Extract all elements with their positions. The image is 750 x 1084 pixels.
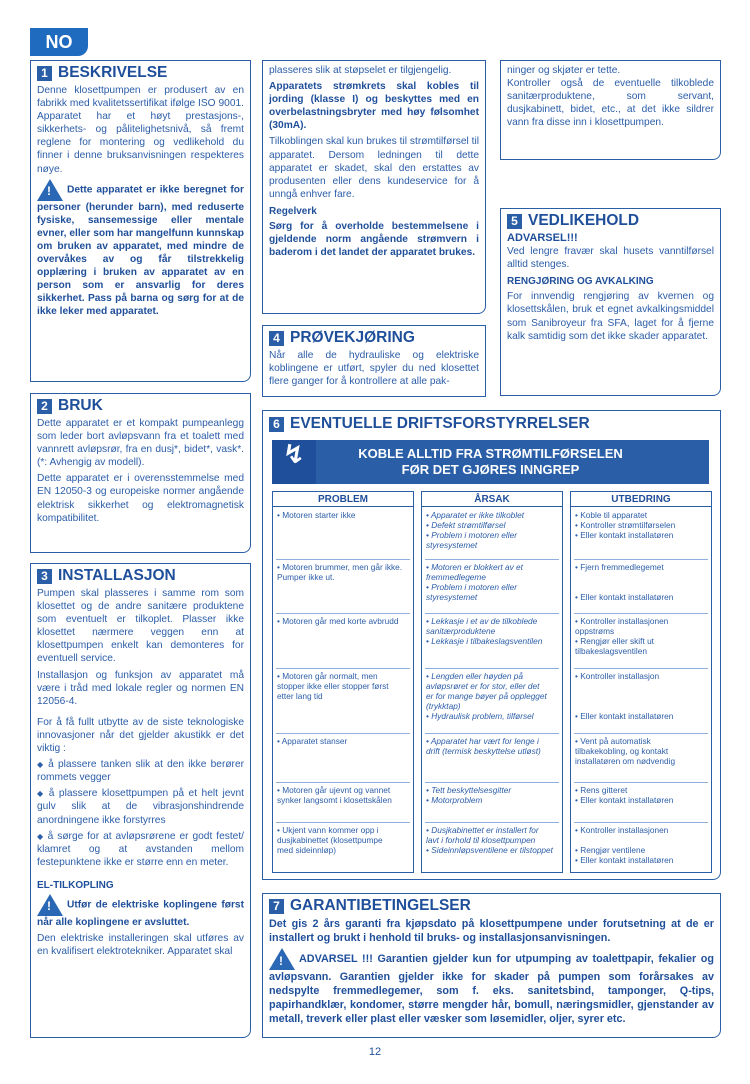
- section-title: VEDLIKEHOLD: [528, 212, 640, 229]
- row-divider: [574, 613, 708, 614]
- table-cell-problem: • Ukjent vann kommer opp i dusjkabinettet (klosettpumpe med sideinnløp): [277, 825, 383, 855]
- paragraph: Apparatets strømkrets skal kobles til jording (klasse I) og beskyttes med en overbelastningsbryter med høy følsomhet (30mA).: [269, 81, 479, 132]
- row-divider: [276, 559, 410, 560]
- row-divider: [574, 733, 708, 734]
- header-divider: [421, 506, 563, 507]
- table-cell-problem: • Motoren går ujevnt og vannet synker langsomt i klosettskålen: [277, 785, 392, 805]
- row-divider: [425, 559, 559, 560]
- table-cell-cause: • Apparatet er ikke tilkoblet • Defekt strømtilførsel • Problem i motoren eller styresystemet: [426, 510, 525, 550]
- column-header: UTBEDRING: [611, 494, 671, 505]
- paragraph: Dette apparatet er i overensstemmelse med EN 12050-3 og europeiske normer angående elektrisk sikkerhet og elektromagnetisk kompatibilitet.: [37, 473, 244, 524]
- paragraph: Kontroller også de eventuelle tilkoblede sanitærproduktene, som servant, dusjkabinett, bidet, etc., at det ikke sildrer vann fra disse inn i klosettpumpen.: [507, 78, 714, 129]
- paragraph: For innvendig rengjøring av kvernen og klosettskålen, bruk et egnet avkalkingsmiddel som Sanibroyeur fra SFA, laget for å fjerne kalk samtidig som det ikke skader apparatet.: [507, 291, 714, 342]
- paragraph: ninger og skjøter er tette.: [507, 65, 621, 76]
- section-title: INSTALLASJON: [58, 567, 176, 584]
- table-cell-fix: • Kontroller installasjon • Eller kontakt installatøren: [575, 671, 674, 721]
- row-divider: [425, 613, 559, 614]
- subheading: RENGJØRING OG AVKALKING: [507, 276, 654, 288]
- table-cell-cause: • Tett beskyttelsesgitter • Motorproblem: [426, 785, 512, 805]
- section-installation-continued: [262, 60, 486, 314]
- paragraph: Det gis 2 års garanti fra kjøpsdato på klosettpumpene under forutsetning at de er installert og brukt i henhold til bruks- og installasjonsanvisningen.: [269, 918, 714, 944]
- section-title: GARANTIBETINGELSER: [290, 897, 471, 914]
- table-cell-fix: • Fjern fremmedlegemet • Eller kontakt installatøren: [575, 562, 674, 602]
- header-divider: [570, 506, 712, 507]
- power-warning-banner: [272, 440, 709, 484]
- language-tab: NO: [30, 28, 88, 56]
- table-cell-fix: • Koble til apparatet • Kontroller strømtilførselen • Eller kontakt installatøren: [575, 510, 676, 540]
- paragraph: For å få fullt utbytte av de siste teknologiske innovasjoner når det gjelder akustikk er det viktig :: [37, 716, 244, 755]
- section-maintenance: [500, 208, 721, 396]
- section-number: 6: [269, 417, 284, 432]
- table-cell-problem: • Motoren går med korte avbrudd: [277, 616, 399, 626]
- table-cell-fix: • Vent på automatisk tilbakekobling, og kontakt installatøren om nødvendig: [575, 736, 676, 766]
- row-divider: [574, 559, 708, 560]
- warning-text: Dette apparatet er ikke beregnet for personer (herunder barn), med reduserte fysiske, sansemessige eller mentale evner, eller som har mangelfunn kunnskap om bruken av apparatet, med mindre de overvåkes av og får tilstrekkelig opplæring i bruken av apparatet av en person som er ansvarlig for deres sikkerhet. Pass på barna og sørg for at de ikke leker med apparatet.: [37, 184, 244, 318]
- section-number: 2: [37, 399, 52, 414]
- page-number: 12: [368, 1046, 382, 1058]
- table-cell-problem: • Apparatet stanser: [277, 736, 348, 746]
- header-divider: [272, 506, 414, 507]
- electric-hazard-icon: [272, 440, 316, 484]
- section-warranty: [262, 893, 721, 1038]
- section-title: EVENTUELLE DRIFTSFORSTYRRELSER: [290, 415, 590, 432]
- column-header: PROBLEM: [318, 494, 368, 505]
- section-installation: [30, 563, 251, 1038]
- table-cell-cause: • Apparatet har vært for lenge i drift (termisk beskyttelse utløst): [426, 736, 541, 756]
- warning-heading: ADVARSEL!!!: [507, 232, 578, 244]
- banner-line: FØR DET GJØRES INNGREP: [401, 462, 580, 477]
- section-number: 4: [269, 331, 284, 346]
- row-divider: [276, 668, 410, 669]
- paragraph: Installasjon og funksjon av apparatet må være i tråd med lokale regler og normen EN 12056-4.: [37, 669, 244, 707]
- table-cell-problem: • Motoren starter ikke: [277, 510, 356, 520]
- row-divider: [574, 668, 708, 669]
- warning-icon: [37, 894, 63, 916]
- table-cell-problem: • Motoren brummer, men går ikke. Pumper ikke ut.: [277, 562, 403, 582]
- bullet-item: ◆ å sørge for at avløpsrørene er godt festet/ klamret og at avstanden mellom festepunktene ikke er større enn en meter.: [37, 830, 244, 869]
- section-title: PRØVEKJØRING: [290, 329, 415, 346]
- row-divider: [574, 822, 708, 823]
- section-number: 1: [37, 66, 52, 81]
- paragraph: plasseres slik at støpselet er tilgjengelig.: [269, 65, 452, 76]
- banner-line: KOBLE ALLTID FRA STRØMTILFØRSELEN: [358, 446, 623, 461]
- bullet-item: ◆ å plassere tanken slik at den ikke berører rommets vegger: [37, 758, 244, 784]
- row-divider: [425, 782, 559, 783]
- paragraph: Tilkoblingen skal kun brukes til strømtilførsel til apparatet. Dersom ledningen til dette apparatet er skadet, skal den erstattes av produsenten eller dens kundeservice for å unngå enhver fare.: [269, 136, 479, 200]
- section-test-run: [262, 325, 486, 397]
- paragraph: Pumpen skal plasseres i samme rom som klosettet og de andre sanitære produktene som eventuelt er tilkoplet. Plasser ikke klosettet nærmere veggen enn at klosettpumpen enkelt kan demonteres for eventuell service.: [37, 588, 244, 665]
- section-number: 3: [37, 569, 52, 584]
- table-cell-cause: • Dusjkabinettet er installert for lavt i forhold til klosettpumpen • Sideinnløpsventilene er tilstoppet: [426, 825, 553, 855]
- section-test-run-continued: [500, 60, 721, 160]
- section-usage: [30, 393, 251, 553]
- table-cell-cause: • Motoren er blokkert av et fremmedlegeme • Problem i motoren eller styresystemet: [426, 562, 523, 602]
- table-cell-problem: • Motoren går normalt, men stopper ikke eller stopper først etter lang tid: [277, 671, 389, 701]
- row-divider: [276, 822, 410, 823]
- row-divider: [425, 668, 559, 669]
- row-divider: [425, 733, 559, 734]
- table-cell-cause: • Lekkasje i et av de tilkoblede sanitærproduktene • Lekkasje i tilbakeslagsventilen: [426, 616, 543, 646]
- row-divider: [276, 782, 410, 783]
- warning-text: ADVARSEL !!! Garantien gjelder kun for utpumping av toalettpapir, fekalier og avløpsvann. Garantien gjelder ikke for skader på pumpen som forårsakes av nedspylte fremmedlegemer, som f. eks. sanitetsbind, tamponger, Q-tips, papirhandklær, kondomer, større mengder hår, bomull, næringsmidler, gjenstander av metall, treverk eller plast eller væsker som løsemidler, oljer, syrer etc.: [269, 952, 714, 1025]
- bullet-item: ◆ å plassere klosettpumpen på et helt jevnt gulv slik at de vibrasjonshindrende anordningene ikke forstyrres: [37, 787, 244, 826]
- table-cell-fix: • Rens gitteret • Eller kontakt installatøren: [575, 785, 674, 805]
- row-divider: [574, 782, 708, 783]
- table-cell-cause: • Lengden eller høyden på avløpsrøret er for stor, eller det er for mange bøyer på opplegget (trykktap) • Hydraulisk problem, tilførsel: [426, 671, 547, 721]
- subheading: EL-TILKOPLING: [37, 879, 114, 891]
- section-number: 5: [507, 214, 522, 229]
- paragraph: Ved lengre fravær skal husets vanntilførsel alltid stenges.: [507, 246, 714, 271]
- row-divider: [425, 822, 559, 823]
- section-title: BRUK: [58, 397, 103, 414]
- row-divider: [276, 613, 410, 614]
- table-cell-fix: • Kontroller installasjonen oppstrøms • Rengjør eller skift ut tilbakeslagsventilen: [575, 616, 669, 656]
- warning-icon: [37, 179, 63, 201]
- section-title: BESKRIVELSE: [58, 64, 168, 81]
- row-divider: [276, 733, 410, 734]
- section-number: 7: [269, 899, 284, 914]
- paragraph: Når alle de hydrauliske og elektriske koblingene er utført, spyler du ned klosettet flere ganger for å kontrollere at alle pak-: [269, 350, 479, 388]
- paragraph: Denne klosettpumpen er produsert av en fabrikk med kvalitetssertifikat ifølge ISO 9001. Apparatet har et høyt prestasjons-, sikkerhets- og pålitelighetsnivå, så fremt reglene for montering og vedlikehold du finner i denne bruksanvisningen respekteres nøye.: [37, 85, 244, 175]
- section-description: [30, 60, 251, 382]
- warning-text: Utfør de elektriske koplingene først når alle koplingene er avsluttet.: [37, 899, 244, 928]
- section-troubleshooting: [262, 410, 721, 880]
- subheading: Regelverk: [269, 205, 317, 217]
- column-header: ÅRSAK: [474, 494, 510, 505]
- paragraph: Dette apparatet er et kompakt pumpeanlegg som leder bort avløpsvann fra et toalett med vannrett avløpsrør, fra en dusj*, bidet*, vask*. (*: Avhengig av modell).: [37, 418, 244, 469]
- warning-icon: [269, 948, 295, 970]
- paragraph: Den elektriske installeringen skal utføres av en kvalifisert elektrotekniker. Apparatet skal: [37, 933, 244, 958]
- table-cell-fix: • Kontroller installasjonen • Rengjør ventilene • Eller kontakt installatøren: [575, 825, 674, 865]
- paragraph: Sørg for å overholde bestemmelsene i gjeldende norm angående strømvern i baderom i det landet der apparatet brukes.: [269, 221, 479, 259]
